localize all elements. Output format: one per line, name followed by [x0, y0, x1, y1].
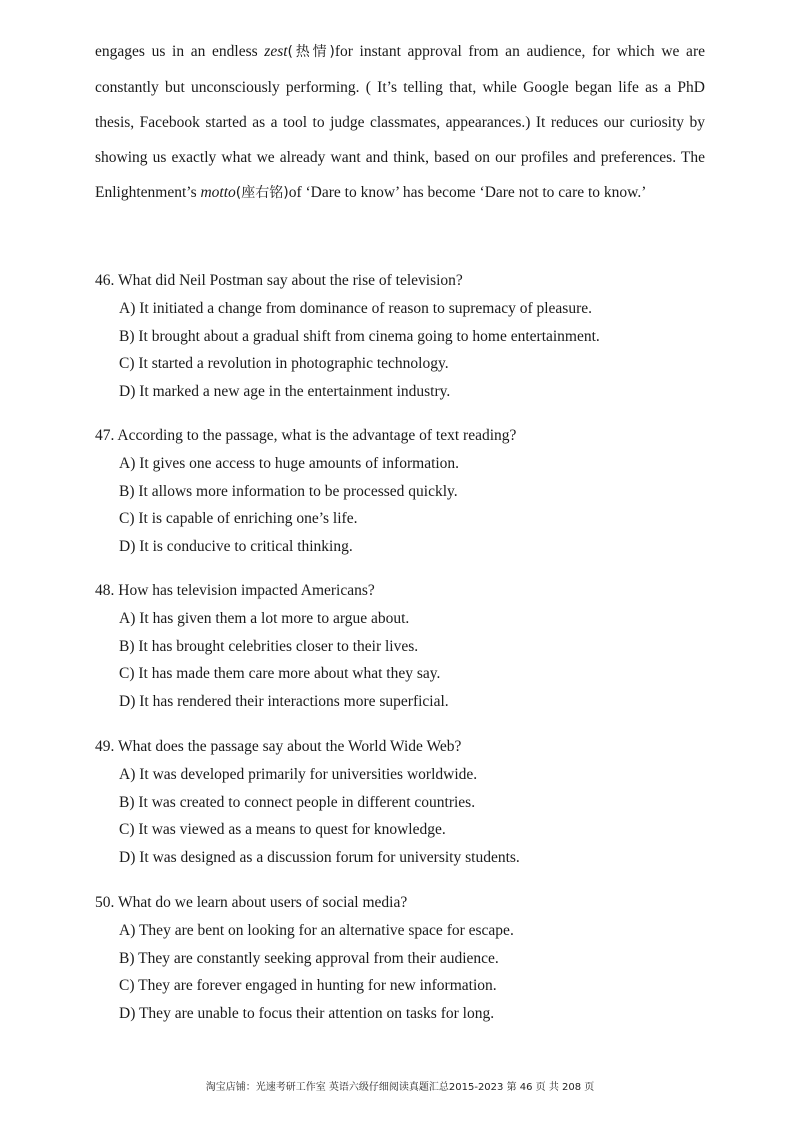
- vocab-gloss-zest: (热情): [287, 44, 335, 60]
- option-text: It is capable of enriching one’s life.: [138, 510, 358, 528]
- option-b: [95, 323, 715, 351]
- option-c: [95, 350, 715, 378]
- option-text: It initiated a change from dominance of reason to supremacy of pleasure.: [139, 300, 593, 317]
- question-stem: [95, 577, 715, 605]
- question-stem: [95, 889, 715, 917]
- question-47: [95, 422, 715, 560]
- option-letter: D): [119, 537, 136, 555]
- option-text: It has rendered their interactions more superficial.: [139, 692, 449, 710]
- option-text: They are unable to focus their attention on tasks for long.: [138, 1004, 495, 1022]
- option-text: It has made them care more about what they say.: [138, 665, 441, 683]
- option-letter: B): [119, 793, 135, 811]
- question-46: [95, 267, 715, 405]
- question-50: [95, 889, 715, 1027]
- option-letter: C): [119, 821, 135, 839]
- option-a: [95, 917, 715, 945]
- option-letter: D): [119, 382, 136, 400]
- option-letter: A): [119, 766, 136, 783]
- option-c: [95, 972, 715, 1000]
- option-b: [95, 789, 715, 817]
- question-text: What do we learn about users of social media?: [117, 894, 408, 911]
- question-49: [95, 733, 715, 871]
- option-letter: B): [119, 637, 135, 655]
- option-letter: B): [119, 949, 135, 967]
- question-stem: [95, 422, 715, 450]
- question-number: 50.: [95, 894, 115, 911]
- option-letter: A): [119, 610, 136, 627]
- option-letter: A): [119, 455, 136, 472]
- option-text: It allows more information to be processed quickly.: [138, 482, 458, 500]
- option-letter: D): [119, 1004, 136, 1022]
- option-d: [95, 378, 715, 406]
- option-text: It has given them a lot more to argue about.: [139, 610, 410, 627]
- option-text: It gives one access to huge amounts of information.: [139, 455, 460, 472]
- option-letter: B): [119, 327, 135, 345]
- question-stem: [95, 733, 715, 761]
- question-text: What did Neil Postman say about the rise of television?: [117, 272, 463, 289]
- option-text: It was designed as a discussion forum for university students.: [139, 848, 520, 866]
- question-number: 46.: [95, 272, 115, 289]
- vocab-term-zest: zest: [264, 43, 288, 60]
- option-c: [95, 505, 715, 533]
- option-a: [95, 761, 715, 789]
- option-letter: B): [119, 482, 135, 500]
- question-text: How has television impacted Americans?: [118, 582, 375, 599]
- option-a: [95, 605, 715, 633]
- question-number: 47.: [95, 427, 115, 444]
- question-48: [95, 577, 715, 715]
- option-d: [95, 1000, 715, 1028]
- option-letter: C): [119, 355, 135, 373]
- option-text: They are bent on looking for an alternative space for escape.: [138, 922, 514, 939]
- question-number: 49.: [95, 738, 115, 755]
- option-letter: C): [119, 510, 135, 528]
- option-text: It was viewed as a means to quest for knowledge.: [138, 821, 446, 839]
- vocab-gloss-motto: (座右铭): [235, 185, 289, 201]
- passage-text: [95, 34, 705, 211]
- question-number: 48.: [95, 582, 115, 599]
- passage-segment: engages us in an endless: [95, 43, 265, 60]
- option-letter: D): [119, 692, 136, 710]
- page-footer: 淘宝店铺：光速考研工作室 英语六级仔细阅读真题汇总2015-2023 第 46 页 共 208 页: [205, 1082, 595, 1093]
- vocab-term-motto: motto: [200, 184, 236, 201]
- option-b: [95, 633, 715, 661]
- option-d: [95, 688, 715, 716]
- option-d: [95, 533, 715, 561]
- option-b: [95, 945, 715, 973]
- option-c: [95, 660, 715, 688]
- option-text: It is conducive to critical thinking.: [139, 537, 353, 555]
- option-a: [95, 450, 715, 478]
- option-a: [95, 295, 715, 323]
- option-text: It was developed primarily for universities worldwide.: [139, 766, 478, 783]
- question-text: According to the passage, what is the advantage of text reading?: [117, 427, 517, 444]
- option-text: It was created to connect people in different countries.: [138, 793, 476, 811]
- option-text: It has brought celebrities closer to their lives.: [138, 637, 419, 655]
- option-b: [95, 478, 715, 506]
- option-letter: C): [119, 665, 135, 683]
- question-text: What does the passage say about the World Wide Web?: [117, 738, 462, 755]
- option-text: They are forever engaged in hunting for new information.: [138, 977, 497, 995]
- option-letter: C): [119, 977, 135, 995]
- option-text: They are constantly seeking approval from their audience.: [138, 949, 499, 967]
- option-letter: A): [119, 300, 136, 317]
- passage-segment: for instant approval from an audience, for which we are constantly but unconsciously performing. ( It’s telling that, while Google began life as a PhD thesis, Facebook started as a tool to judge classmates, appearances.) It reduces our curiosity by showing us exactly what we already want and think, based on our profiles and preferences. The Enlightenment’s: [95, 43, 705, 201]
- passage-segment: of ‘Dare to know’ has become ‘Dare not to care to know.’: [288, 184, 647, 201]
- option-text: It started a revolution in photographic technology.: [138, 355, 449, 373]
- option-d: [95, 844, 715, 872]
- option-text: It brought about a gradual shift from cinema going to home entertainment.: [138, 327, 600, 345]
- question-stem: [95, 267, 715, 295]
- option-letter: A): [119, 922, 136, 939]
- option-c: [95, 816, 715, 844]
- passage-paragraph: [95, 34, 705, 211]
- option-text: It marked a new age in the entertainment industry.: [139, 382, 451, 400]
- option-letter: D): [119, 848, 136, 866]
